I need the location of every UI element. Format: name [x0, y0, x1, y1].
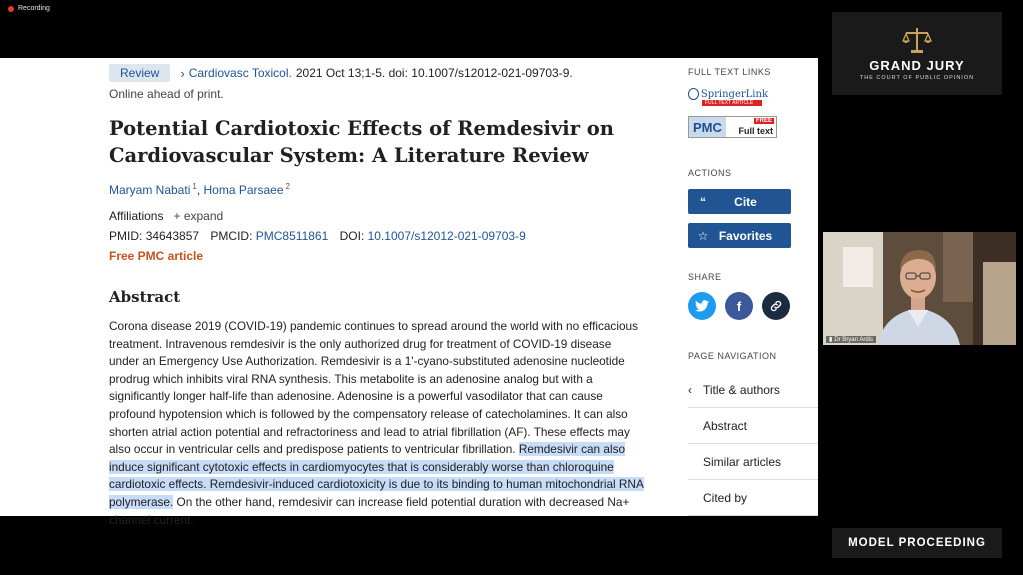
participant-video	[823, 232, 1016, 345]
abstract-text-part: Corona disease 2019 (COVID-19) pandemic continues to spread around the world with no efficacious treatment. Intravenous remdesivir is the only authorized drug for treatment of COVID-19 disease under an Emergency Use Authorization. Remdesivir is a 1'-cyano-substituted adenosine nucleotide prodrug which inhibits viral RNA synthesis. This metabolite is an adenosine analog but with a significantly longer half-life than adenosine. Adenosine is a powerful vasodilator that can cause profound hypotension which is followed by the compensatory release of catecholamines. It can also shorten atrial action potential and refractoriness and lead to atrial fibrillation (AF). These effects may also occur in ventricular cells and predispose patients to ventricular fibrillation.	[109, 319, 638, 457]
author-link[interactable]: Homa Parsaee	[203, 183, 284, 197]
nav-item-abstract[interactable]	[688, 408, 818, 444]
author-separator: ,	[196, 183, 204, 197]
favorites-button[interactable]	[688, 223, 791, 248]
pmc-free-badge: FREE	[755, 118, 772, 124]
springer-name: SpringerLink	[700, 88, 768, 100]
page-navigation	[688, 372, 818, 516]
recording-dot-icon	[8, 6, 14, 12]
citation-line	[109, 64, 573, 82]
springer-horse-icon	[688, 88, 699, 100]
facebook-icon[interactable]: f	[725, 292, 753, 320]
scales-icon	[902, 26, 932, 54]
review-badge: Review	[109, 64, 170, 82]
participant-name-label	[826, 336, 876, 343]
identifiers-row	[109, 229, 526, 243]
article-title: Potential Cardiotoxic Effects of Remdesivir on Cardiovascular System: A Literature Review	[109, 117, 614, 167]
page-navigation-heading: PAGE NAVIGATION	[688, 351, 777, 361]
mic-icon: ▮	[829, 337, 833, 343]
share-buttons	[688, 292, 790, 320]
shared-screen	[0, 58, 818, 527]
author-affiliation-number[interactable]: 2	[285, 182, 290, 191]
brand-title: GRAND JURY	[869, 58, 965, 73]
model-proceeding-banner: MODEL PROCEEDING	[832, 528, 1002, 558]
author-affiliation-number[interactable]: 1	[192, 182, 197, 191]
pmcid-link[interactable]: PMC8511861	[255, 229, 329, 243]
nav-item-cited-by[interactable]	[688, 480, 818, 516]
star-icon: ☆	[697, 228, 709, 243]
doi-label: DOI:	[339, 229, 365, 243]
twitter-icon[interactable]	[688, 292, 716, 320]
nav-item-label: Abstract	[703, 418, 748, 433]
pmc-logo-link[interactable]	[688, 116, 777, 138]
cite-button[interactable]	[688, 189, 791, 214]
ahead-of-print: Online ahead of print.	[109, 87, 224, 101]
springer-sub: FULL TEXT ARTICLE	[702, 100, 762, 106]
chevron-left-icon: ‹	[688, 382, 692, 397]
citation-text: 2021 Oct 13;1-5. doi: 10.1007/s12012-021-09703-9.	[295, 66, 573, 80]
chevron-right-icon: ›	[180, 65, 185, 81]
journal-link[interactable]: Cardiovasc Toxicol.	[188, 66, 292, 80]
pmcid-label: PMCID:	[210, 229, 253, 243]
affiliations-row	[109, 209, 223, 223]
recording-label: Recording	[18, 5, 50, 12]
recording-indicator	[8, 5, 50, 12]
nav-item-label: Cited by	[703, 490, 748, 505]
nav-item-label: Similar articles	[703, 454, 782, 469]
pmc-full-text: Full text	[738, 126, 773, 136]
free-pmc-article-link[interactable]: Free PMC article	[109, 249, 204, 263]
doi-link[interactable]: 10.1007/s12012-021-09703-9	[367, 229, 526, 243]
full-text-links-heading: FULL TEXT LINKS	[688, 67, 771, 77]
actions-heading: ACTIONS	[688, 168, 732, 178]
participant-video-frame	[823, 232, 1016, 345]
quote-icon: “	[700, 194, 706, 209]
share-heading: SHARE	[688, 272, 722, 282]
participant-name: Dr Bryan Ardis	[834, 336, 873, 343]
pmid-value: 34643857	[145, 229, 200, 243]
cite-label: Cite	[734, 194, 757, 209]
pmid-label: PMID:	[109, 229, 143, 243]
author-list	[109, 182, 290, 197]
abstract-text-part: On the other hand, remdesivir can increase field potential duration with decreased Na+ channel current.	[109, 494, 630, 527]
abstract-heading: Abstract	[109, 288, 181, 306]
abstract-text	[109, 318, 644, 529]
link-icon[interactable]	[762, 292, 790, 320]
abstract-highlighted-text: Remdesivir can also induce significant cytotoxic effects in cardiomyocytes that is considerably worse than chloroquine cardiotoxic effects. Remdesivir-induced cardiotoxicity is due to its binding to human mitochondrial RNA polymerase.	[109, 442, 644, 509]
pmc-name: PMC	[689, 117, 726, 137]
brand-subtitle: THE COURT OF PUBLIC OPINION	[859, 75, 975, 81]
nav-item-label: Title & authors	[703, 382, 780, 397]
affiliations-label: Affiliations	[109, 209, 164, 223]
nav-item-similar-articles[interactable]	[688, 444, 818, 480]
nav-item-title-authors[interactable]	[688, 372, 818, 408]
springerlink-logo-link[interactable]	[688, 88, 768, 109]
grand-jury-logo	[832, 12, 1002, 95]
favorites-label: Favorites	[718, 228, 773, 243]
author-link[interactable]: Maryam Nabati	[109, 183, 191, 197]
expand-affiliations-button[interactable]: + expand	[173, 209, 224, 223]
